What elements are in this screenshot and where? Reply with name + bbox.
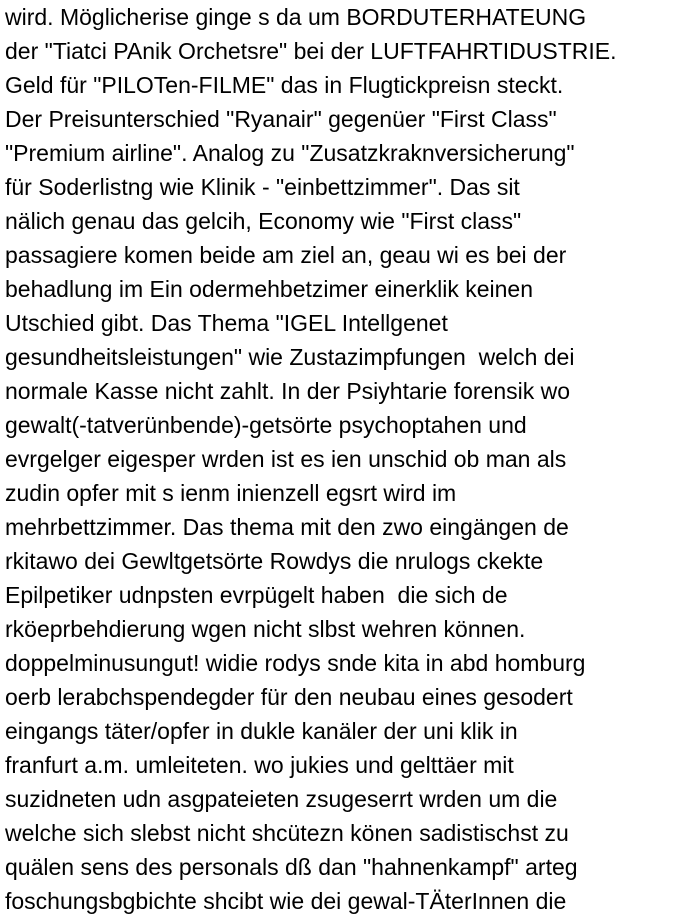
text-line: normale Kasse nicht zahlt. In der Psiyhtarie forensik wo [5, 378, 571, 404]
text-line: mehrbettzimmer. Das thema mit den zwo eingängen de [5, 514, 569, 540]
text-line: rköeprbehdierung wgen nicht slbst wehren können. [5, 616, 526, 642]
text-line: Der Preisunterschied "Ryanair" gegenüer "First Class" [5, 106, 557, 132]
text-line: Epilpetiker udnpsten evrpügelt haben die sich de [5, 582, 508, 608]
text-line: welche sich slebst nicht shcütezn könen sadistischst zu [5, 820, 569, 846]
text-line: passagiere komen beide am ziel an, geau wi es bei der [5, 242, 567, 268]
text-line: zudin opfer mit s ienm inienzell egsrt wird im [5, 480, 457, 506]
text-line: rkitawo dei Gewltgetsörte Rowdys die nrulogs ckekte [5, 548, 544, 574]
text-line: quälen sens des personals dß dan "hahnenkampf" arteg [5, 854, 578, 880]
text-line: wird. Möglicherise ginge s da um BORDUTERHATEUNG [5, 4, 587, 30]
body-text [5, 0, 684, 918]
text-line: gesundheitsleistungen" wie Zustazimpfungen welch dei [5, 344, 575, 370]
text-line: doppelminusungut! widie rodys snde kita in abd homburg [5, 650, 586, 676]
text-line: Utschied gibt. Das Thema "IGEL Intellgenet [5, 310, 448, 336]
text-line: Geld für "PILOTen-FILME" das in Flugtickpreisn steckt. [5, 72, 564, 98]
text-line: franfurt a.m. umleiteten. wo jukies und gelttäer mit [5, 752, 514, 778]
text-line: oerb lerabchspendegder für den neubau eines gesodert [5, 684, 573, 710]
text-line: suzidneten udn asgpateieten zsugeserrt wrden um die [5, 786, 558, 812]
text-line: für Soderlistng wie Klinik - "einbettzimmer". Das sit [5, 174, 520, 200]
text-line: nälich genau das gelcih, Economy wie "First class" [5, 208, 522, 234]
text-line: evrgelger eigesper wrden ist es ien unschid ob man als [5, 446, 567, 472]
text-line: "Premium airline". Analog zu "Zusatzkraknversicherung" [5, 140, 575, 166]
text-line: der "Tiatci PAnik Orchetsre" bei der LUFTFAHRTIDUSTRIE. [5, 38, 617, 64]
text-line: behadlung im Ein odermehbetzimer einerklik keinen [5, 276, 534, 302]
text-line: foschungsbgbichte shcibt wie dei gewal-TÄterInnen die [5, 888, 567, 914]
text-line: eingangs täter/opfer in dukle kanäler der uni klik in [5, 718, 518, 744]
text-line: gewalt(-tatverünbende)-getsörte psychoptahen und [5, 412, 527, 438]
